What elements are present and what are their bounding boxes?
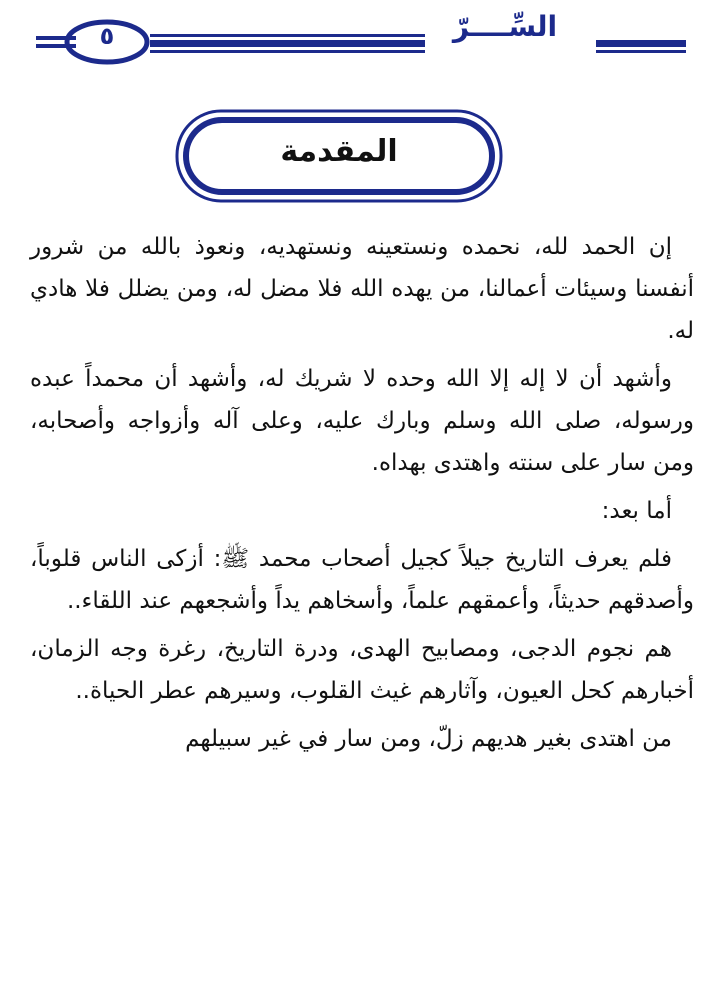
paragraph-2: وأشهد أن لا إله إلا الله وحده لا شريك له، وأشهد أن محمداً عبده ورسوله، صلى الله وسلم وبارك عليه، وعلى آله وأزواجه وأصحابه، ومن سار على سنته واهتدى بهداه. bbox=[30, 366, 694, 476]
running-title: السِّــــرّ bbox=[452, 10, 558, 43]
paragraph-1: إن الحمد لله، نحمده ونستعينه ونستهديه، ونعوذ بالله من شرور أنفسنا وسيئات أعمالنا، من يهده الله فلا مضل له، ومن يضلل فلا هادي له. bbox=[30, 234, 694, 344]
section-title-frame bbox=[174, 108, 504, 204]
paragraph-5: هم نجوم الدجى، ومصابيح الهدى، ودرة التاريخ، رغرة وجه الزمان، أخبارهم كحل العيون، وآثارهم غيث القلوب، وسيرهم عطر الحياة.. bbox=[30, 636, 694, 704]
section-title: المقدمة bbox=[280, 134, 398, 169]
page-header bbox=[0, 0, 719, 70]
paragraph-4: فلم يعرف التاريخ جيلاً كجيل أصحاب محمد ﷺ: أزكى الناس قلوباً، وأصدقهم حديثاً، وأعمقهم علماً، وأسخاهم يداً وأشجعهم عند اللقاء.. bbox=[30, 546, 694, 614]
body-text bbox=[30, 226, 694, 766]
paragraph-6: من اهتدى بغير هديهم زلّ، ومن سار في غير سبيلهم bbox=[185, 726, 672, 752]
page-number: ٥ bbox=[99, 22, 115, 50]
paragraph-3: أما بعد: bbox=[601, 498, 672, 524]
